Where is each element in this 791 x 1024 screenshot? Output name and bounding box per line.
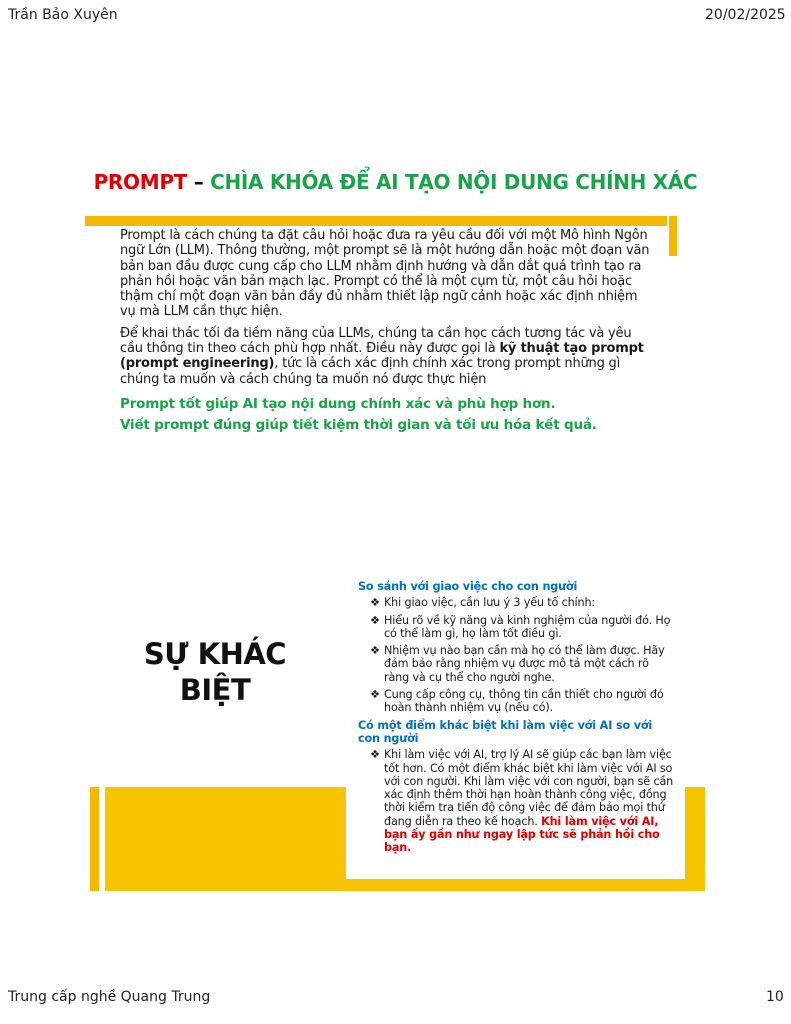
list-item <box>370 596 676 609</box>
title-dash: – <box>187 170 211 194</box>
diamond-bullet-icon: ❖ <box>370 596 380 610</box>
footer-school: Trung cấp nghề Quang Trung <box>8 989 211 1005</box>
section-title: SỰ KHÁC BIỆT <box>143 637 287 707</box>
p2-bold: kỹ thuật tạo prompt (prompt engineering) <box>120 341 644 372</box>
list-item-text: Hiểu rõ về kỹ năng và kinh nghiệm của người đó. Họ có thể làm gì, họ làm tốt điều gì. <box>384 613 671 640</box>
diamond-bullet-icon: ❖ <box>370 748 380 762</box>
slide-title <box>0 170 791 194</box>
p2-text-b: , tức là cách xác định chính xác trong prompt những gì chúng ta muốn và cách chúng ta muốn nó được thực hiện <box>120 356 621 387</box>
accent-bar-horizontal <box>85 216 667 226</box>
slide2-body <box>358 580 676 859</box>
list-item <box>370 614 676 641</box>
list-item-text: Nhiệm vụ nào bạn cần mà họ có thể làm được. Hãy đảm bảo rằng nhiệm vụ được mô tả một cách rõ ràng và cụ thể cho người nghe. <box>384 644 665 684</box>
list-item-text: Cung cấp công cụ, thông tin cần thiết cho người đó hoàn thành nhiệm vụ (nếu có). <box>384 688 664 715</box>
paragraph-intro: Prompt là cách chúng ta đặt câu hỏi hoặc đưa ra yêu cầu đối với một Mô hình Ngôn ngữ Lớn (LLM). Thông thường, một prompt sẽ là một hướng dẫn hoặc một đoạn văn bản ban đầu được cung cấp cho LLM nhằm định hướng và dẫn dắt quá trình tạo ra phản hồi hoặc văn bản mạch lạc. Prompt có thể là một cụm từ, một câu hỏi hoặc thậm chí một đoạn văn bản đầy đủ nhằm thiết lập ngữ cảnh hoặc xác định nhiệm vụ mà LLM cần thực hiện. <box>120 228 650 320</box>
highlight-1: Prompt tốt giúp AI tạo nội dung chính xác và phù hợp hơn. <box>120 395 556 412</box>
list-item <box>370 748 676 854</box>
heading-compare: So sánh với giao việc cho con người <box>358 580 578 593</box>
list-item <box>370 644 676 684</box>
diamond-bullet-icon: ❖ <box>370 613 380 627</box>
header-author: Trần Bảo Xuyên <box>8 7 118 23</box>
diamond-bullet-icon: ❖ <box>370 688 380 702</box>
title-prompt: PROMPT <box>93 170 188 194</box>
b5-text: Khi làm việc với AI, trợ lý AI sẽ giúp các bạn làm việc tốt hơn. Có một điểm khác biệt khi làm việc với AI so với con người. Khi làm việc với con người, bạn sẽ cần xác định thêm thời hạn hoàn thành công việc, đồng thời kiểm tra tiến độ công việc để đảm bảo mọi thứ đang diễn ra theo kế hoạch. <box>384 748 674 828</box>
list-item-text: Khi giao việc, cần lưu ý 3 yếu tố chính: <box>384 596 596 610</box>
list-item-text <box>384 748 676 854</box>
slide1-body <box>120 228 655 440</box>
highlight-2: Viết prompt đúng giúp tiết kiệm thời gian và tối ưu hóa kết quả. <box>120 417 597 434</box>
title-key: CHÌA KHÓA ĐỂ AI TẠO NỘI DUNG CHÍNH XÁC <box>210 170 698 194</box>
header-date: 20/02/2025 <box>705 7 786 23</box>
heading-difference: Có một điểm khác biệt khi làm việc với AI so với con người <box>358 718 653 745</box>
paragraph-engineering <box>120 326 655 387</box>
accent-bar-vertical <box>669 216 677 256</box>
page-number: 10 <box>766 989 784 1005</box>
list-item <box>370 688 676 715</box>
b5-red-text: Khi làm việc với AI, bạn ấy gần như ngay lập tức sẽ phản hồi cho bạn. <box>384 814 660 855</box>
p2-text-a: Để khai thác tối đa tiềm năng của LLMs, chúng ta cần học cách tương tác và yêu cầu thông tin theo cách phù hợp nhất. Điều này được gọi là <box>120 325 632 357</box>
accent-bar-left <box>90 787 99 891</box>
diamond-bullet-icon: ❖ <box>370 644 380 658</box>
